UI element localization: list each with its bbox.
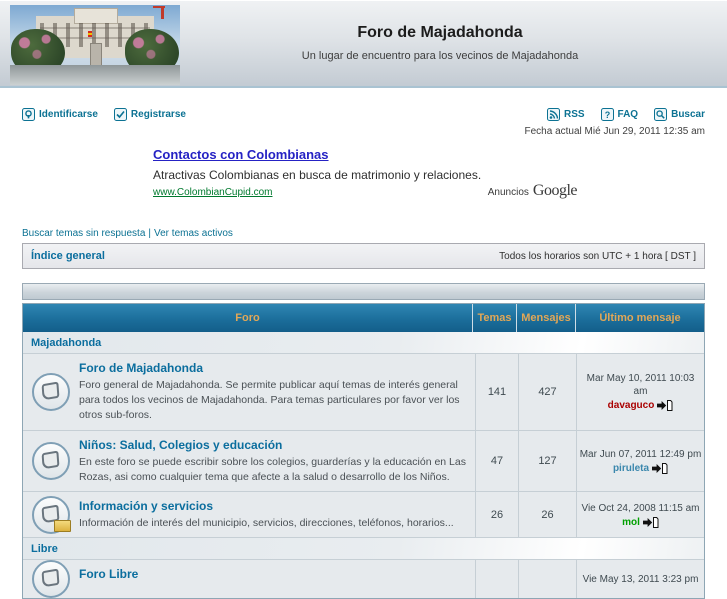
rss-icon (547, 108, 560, 121)
last-post-date: Vie Oct 24, 2008 11:15 am (581, 502, 700, 514)
forum-description: En este foro se puede escribir sobre los colegios, guarderías y la educación en Las Rozas, asi como cualquier tema que afecte a la salud o desarrollo de los Niños. (79, 455, 466, 483)
forum-last-post-cell (576, 560, 704, 598)
forum-messages-count: 127 (518, 431, 576, 491)
separator: | (148, 228, 151, 239)
plaza (10, 65, 180, 85)
forum-icon (32, 496, 70, 534)
active-topics-link[interactable]: Ver temas activos (154, 228, 233, 239)
page-header (0, 0, 727, 88)
search-label: Buscar (671, 108, 705, 120)
category-link[interactable]: Majadahonda (31, 336, 102, 349)
login-icon (22, 108, 35, 121)
faq-icon (601, 108, 614, 121)
forum-icon (32, 560, 70, 598)
ad-url-link[interactable]: www.ColombianCupid.com (153, 187, 273, 198)
forum-last-post-cell (576, 354, 704, 430)
category-row (23, 332, 704, 353)
category-link[interactable]: Libre (31, 542, 58, 555)
table-header-row (23, 304, 704, 332)
forum-messages-count (518, 560, 576, 598)
forum-info-cell (79, 431, 475, 491)
forum-topics-count: 141 (475, 354, 518, 430)
crane (161, 6, 164, 19)
forum-last-post-cell (576, 431, 704, 491)
site-title: Foro de Majadahonda (357, 24, 523, 41)
forum-title-link[interactable]: Niños: Salud, Colegios y educación (79, 437, 283, 452)
last-post-date: Vie May 13, 2011 3:23 pm (582, 573, 699, 585)
townhall-gable (74, 8, 118, 24)
board-index-link[interactable]: Índice general (31, 250, 105, 262)
search-link[interactable] (654, 108, 705, 121)
rss-label: RSS (563, 108, 585, 120)
faq-link[interactable] (601, 108, 639, 121)
rss-link[interactable] (547, 108, 585, 121)
forum-title-link[interactable]: Información y servicios (79, 499, 214, 514)
forum-icon (32, 373, 70, 411)
forum-icon-cell (23, 560, 79, 598)
current-date: Fecha actual Mié Jun 29, 2011 12:35 am (524, 126, 705, 137)
column-header-topics: Temas (472, 304, 516, 332)
nav-bar (22, 106, 705, 122)
forum-row (23, 491, 704, 537)
unanswered-topics-link[interactable]: Buscar temas sin respuesta (22, 228, 146, 239)
forum-icon (32, 442, 70, 480)
forum-row (23, 353, 704, 430)
timezone-text: Todos los horarios son UTC + 1 hora [ DST ] (499, 250, 696, 262)
last-post-date: Mar Jun 07, 2011 12:49 pm (579, 448, 702, 460)
forum-title-link[interactable]: Foro Libre (79, 567, 139, 582)
anuncios-label: Anuncios (487, 187, 529, 198)
last-post-user-link[interactable]: piruleta (612, 462, 650, 474)
index-bar (22, 243, 705, 269)
forum-topics-count (475, 560, 518, 598)
forum-messages-count: 427 (518, 354, 576, 430)
view-latest-post-icon[interactable] (643, 517, 659, 528)
forum-info-cell (79, 354, 475, 430)
ads-by-google[interactable] (488, 182, 577, 200)
table-top-bar (22, 283, 705, 300)
google-ad (153, 146, 577, 202)
last-post-user-link[interactable]: mol (622, 516, 640, 528)
forum-row (23, 559, 704, 598)
register-icon (114, 108, 127, 121)
ad-text: Atractivas Colombianas en busca de matrimonio y relaciones. (153, 168, 482, 182)
last-post-user-link[interactable]: davaguco (607, 400, 655, 412)
ad-title-link[interactable]: Contactos con Colombianas (153, 147, 329, 162)
column-header-forum: Foro (235, 312, 260, 324)
forum-title-link[interactable]: Foro de Majadahonda (79, 361, 204, 375)
forum-description: Foro general de Majadahonda. Se permite publicar aquí temas de interés general para todos los vecinos de Majadahonda. Para temas particulares por favor ver los otros sub-foros. (79, 379, 460, 422)
forum-table (22, 283, 705, 599)
forum-row (23, 430, 704, 491)
search-icon (654, 108, 667, 121)
flags (88, 31, 92, 37)
forum-info-cell (79, 492, 475, 537)
site-subtitle: Un lugar de encuentro para los vecinos de Majadahonda (301, 50, 579, 62)
forum-icon-cell (23, 431, 79, 491)
forum-info-cell (79, 560, 475, 598)
forum-description: Información de interés del municipio, servicios, direcciones, teléfonos, horarios... (79, 517, 454, 530)
category-row (23, 537, 704, 559)
forum-topics-count: 26 (475, 492, 518, 537)
register-label: Registrarse (130, 108, 186, 120)
last-post-date: Mar May 10, 2011 10:03 am (586, 373, 695, 398)
site-logo-photo (10, 5, 180, 85)
forum-icon-cell (23, 492, 79, 537)
login-label: Identificarse (39, 108, 98, 120)
register-link[interactable] (114, 108, 186, 121)
svg-text:?: ? (604, 109, 610, 120)
forum-topics-count: 47 (475, 431, 518, 491)
google-logo: Google (532, 182, 577, 199)
forum-last-post-cell (576, 492, 704, 537)
view-latest-post-icon[interactable] (657, 400, 673, 411)
faq-label: FAQ (617, 108, 639, 120)
column-header-last-message: Último mensaje (575, 304, 704, 332)
view-latest-post-icon[interactable] (652, 463, 668, 474)
login-link[interactable] (22, 108, 98, 121)
forum-messages-count: 26 (518, 492, 576, 537)
forum-icon-cell (23, 354, 79, 430)
quick-links (22, 228, 233, 239)
column-header-messages: Mensajes (516, 304, 575, 332)
